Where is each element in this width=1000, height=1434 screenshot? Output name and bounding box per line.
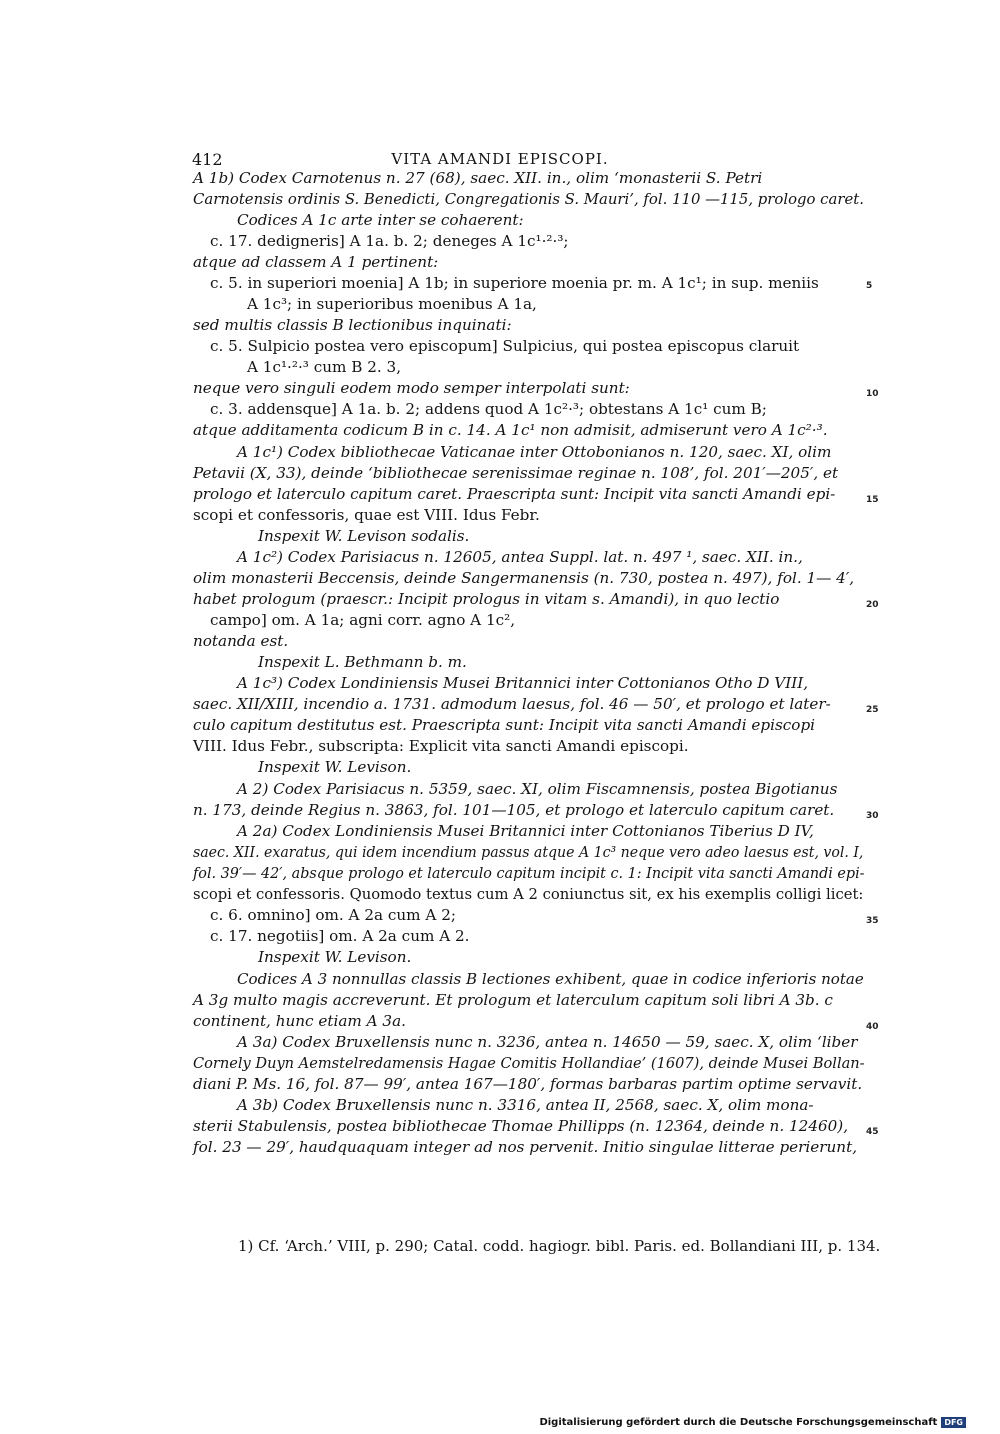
text-line: A 3a) Codex Bruxellensis nunc n. 3236, antea n. 14650 — 59, saec. X, olim ‘liber [237, 1033, 858, 1051]
text-line: neque vero singuli eodem modo semper interpolati sunt: [193, 379, 630, 397]
text-line: A 1c³; in superioribus moenibus A 1a, [247, 295, 537, 313]
dfg-logo: DFG [941, 1417, 966, 1428]
line-number: 15 [866, 495, 879, 505]
text-line: c. 17. dedigneris] A 1a. b. 2; deneges A 1c¹·²·³; [210, 232, 569, 250]
text-line: Inspexit W. Levison. [258, 948, 412, 966]
text-line: campo] om. A 1a; agni corr. agno A 1c², [210, 611, 516, 629]
text-line: atque additamenta codicum B in c. 14. A 1c¹ non admisit, admiserunt vero A 1c²·³. [193, 421, 828, 439]
text-line: habet prologum (praescr.: Incipit prologus in vitam s. Amandi), in quo lectio [193, 590, 780, 608]
credit-text: Digitalisierung gefördert durch die Deutsche Forschungsgemeinschaft [539, 1417, 938, 1428]
line-number: 25 [866, 705, 879, 715]
text-line: A 3g multo magis accreverunt. Et prologum et laterculum capitum soli libri A 3b. c [193, 991, 833, 1009]
text-line: Codices A 3 nonnullas classis B lectiones exhibent, quae in codice inferioris notae [237, 970, 864, 988]
text-line: VIII. Idus Febr., subscripta: Explicit vita sancti Amandi episcopi. [193, 737, 689, 755]
text-line: continent, hunc etiam A 3a. [193, 1012, 406, 1030]
text-line: prologo et laterculo capitum caret. Praescripta sunt: Incipit vita sancti Amandi epi- [193, 485, 836, 503]
text-line: c. 17. negotiis] om. A 2a cum A 2. [210, 927, 470, 945]
line-number: 40 [866, 1022, 879, 1032]
text-line: notanda est. [193, 632, 289, 650]
text-line: Carnotensis ordinis S. Benedicti, Congregationis S. Mauri’, fol. 110 —115, prologo caret. [193, 190, 864, 208]
line-number: 35 [866, 916, 879, 926]
text-line: diani P. Ms. 16, fol. 87— 99′, antea 167—180′, formas barbaras partim optime servavit. [193, 1075, 863, 1093]
text-line: fol. 23 — 29′, haudquaquam integer ad nos pervenit. Initio singulae litterae perierunt, [193, 1138, 858, 1156]
text-line: scopi et confessoris, quae est VIII. Idus Febr. [193, 506, 540, 524]
text-line: fol. 39′— 42′, absque prologo et laterculo capitum incipit c. 1: Incipit vita sancti Amandi epi- [193, 864, 865, 882]
line-number: 10 [866, 389, 879, 399]
text-line: saec. XII/XIII, incendio a. 1731. admodum laesus, fol. 46 — 50′, et prologo et later- [193, 695, 831, 713]
digitization-credit [539, 1417, 966, 1428]
page-number: 412 [192, 150, 223, 169]
footnote: 1) Cf. ‘Arch.’ VIII, p. 290; Catal. codd. hagiogr. bibl. Paris. ed. Bollandiani III, p. 134. [238, 1237, 881, 1255]
text-line: Inspexit L. Bethmann b. m. [258, 653, 467, 671]
text-line: sterii Stabulensis, postea bibliothecae Thomae Phillipps (n. 12364, deinde n. 12460), [193, 1117, 849, 1135]
text-line: A 1c¹) Codex bibliothecae Vaticanae inter Ottobonianos n. 120, saec. XI, olim [237, 443, 832, 461]
text-line: A 2) Codex Parisiacus n. 5359, saec. XI, olim Fiscamnensis, postea Bigotianus [237, 780, 838, 798]
text-line: A 1b) Codex Carnotenus n. 27 (68), saec. XII. in., olim ‘monasterii S. Petri [193, 169, 763, 187]
text-line: sed multis classis B lectionibus inquinati: [193, 316, 512, 334]
line-number: 20 [866, 600, 879, 610]
text-line: c. 5. in superiori moenia] A 1b; in superiore moenia pr. m. A 1c¹; in sup. meniis [210, 274, 819, 292]
text-line: c. 3. addensque] A 1a. b. 2; addens quod A 1c²·³; obtestans A 1c¹ cum B; [210, 400, 767, 418]
line-number: 45 [866, 1127, 879, 1137]
text-line: scopi et confessoris. Quomodo textus cum A 2 coniunctus sit, ex his exemplis colligi licet: [193, 885, 864, 903]
text-line: Inspexit W. Levison. [258, 758, 412, 776]
text-line: Cornely Duyn Aemstelredamensis Hagae Comitis Hollandiae’ (1607), deinde Musei Bollan- [193, 1054, 865, 1072]
text-line: culo capitum destitutus est. Praescripta sunt: Incipit vita sancti Amandi episcopi [193, 716, 816, 734]
line-number: 30 [866, 811, 879, 821]
text-line: olim monasterii Beccensis, deinde Sangermanensis (n. 730, postea n. 497), fol. 1— 4′, [193, 569, 855, 587]
text-line: A 2a) Codex Londiniensis Musei Britannici inter Cottonianos Tiberius D IV, [237, 822, 814, 840]
text-line: A 1c³) Codex Londiniensis Musei Britannici inter Cottonianos Otho D VIII, [237, 674, 809, 692]
text-line: saec. XII. exaratus, qui idem incendium passus atque A 1c³ neque vero adeo laesus est, vol. I, [193, 843, 864, 861]
text-line: A 1c¹·²·³ cum B 2. 3, [247, 358, 402, 376]
text-line: A 3b) Codex Bruxellensis nunc n. 3316, antea II, 2568, saec. X, olim mona- [237, 1096, 814, 1114]
text-line: c. 5. Sulpicio postea vero episcopum] Sulpicius, qui postea episcopus claruit [210, 337, 800, 355]
text-line: Petavii (X, 33), deinde ‘bibliothecae serenissimae reginae n. 108’, fol. 201′—205′, et [193, 464, 839, 482]
running-head: VITA AMANDI EPISCOPI. [391, 150, 609, 168]
text-line: c. 6. omnino] om. A 2a cum A 2; [210, 906, 456, 924]
text-line: A 1c²) Codex Parisiacus n. 12605, antea Suppl. lat. n. 497 ¹, saec. XII. in., [237, 548, 803, 566]
text-line: Inspexit W. Levison sodalis. [258, 527, 470, 545]
text-line: Codices A 1c arte inter se cohaerent: [237, 211, 524, 229]
text-line: atque ad classem A 1 pertinent: [193, 253, 439, 271]
line-number: 5 [866, 281, 873, 291]
text-line: n. 173, deinde Regius n. 3863, fol. 101—105, et prologo et laterculo capitum caret. [193, 801, 835, 819]
